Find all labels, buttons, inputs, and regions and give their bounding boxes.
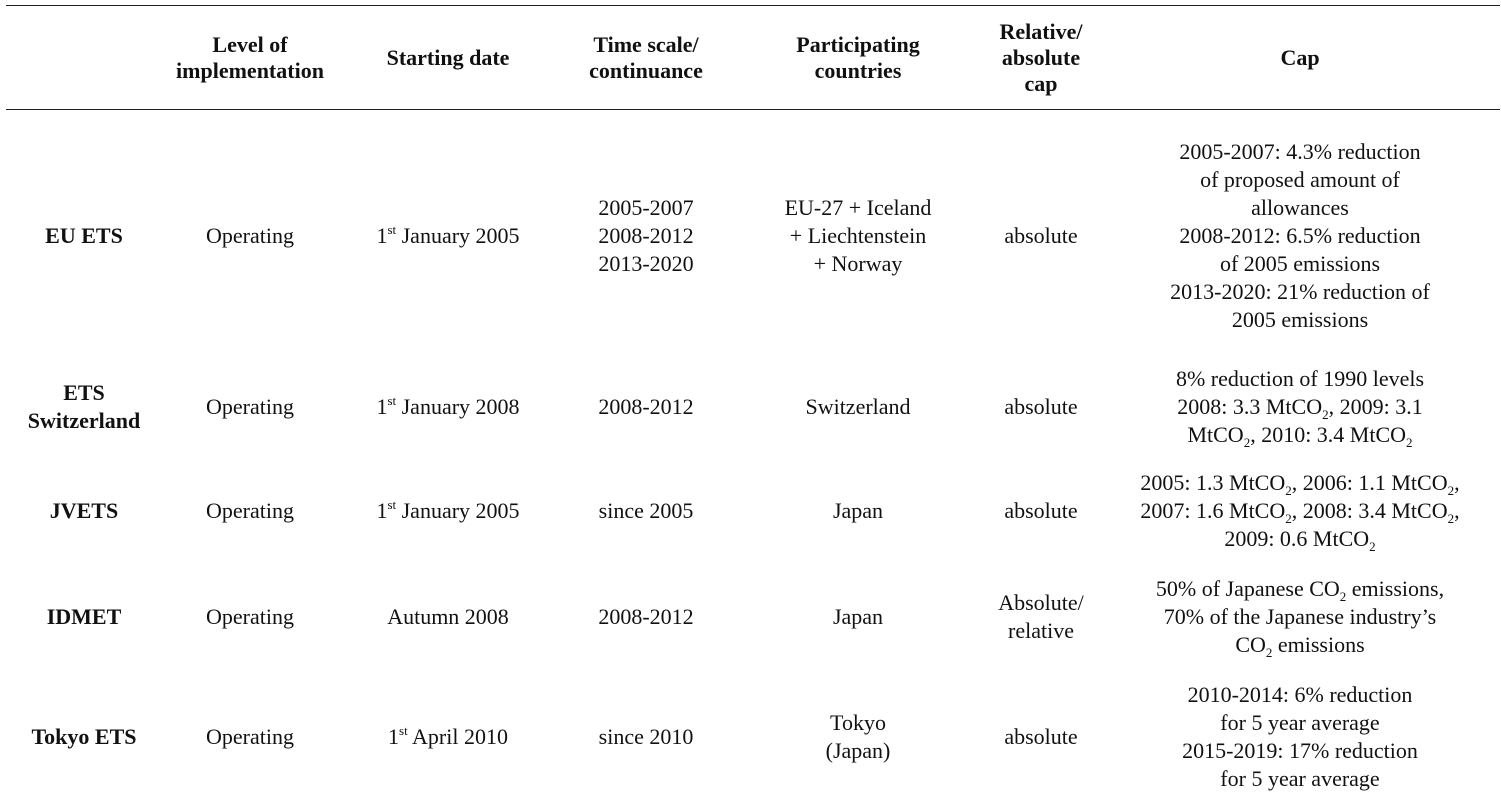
starting-date-cell (338, 352, 558, 462)
time-scale-cell (558, 110, 734, 353)
text-segment: 1 (376, 394, 387, 419)
table-row (6, 462, 1500, 560)
cell-line: Absolute/ (986, 589, 1096, 617)
cell-line: Operating (166, 603, 334, 631)
text-segment: 2 (1448, 511, 1455, 526)
cell-line: Starting date (342, 45, 554, 71)
cell-line: 70% of the Japanese industry’s (1104, 603, 1496, 631)
text-segment: 2009: 0.6 MtCO (1224, 526, 1369, 551)
text-segment: January 2005 (396, 498, 519, 523)
cell-line: absolute (986, 45, 1096, 71)
cap-type-cell (982, 462, 1100, 560)
header-cell-starting-date (338, 6, 558, 110)
text-segment: 2 (1266, 645, 1273, 660)
text-segment: st (387, 222, 396, 237)
cell-line: Operating (166, 393, 334, 421)
time-scale-cell (558, 462, 734, 560)
cap-cell (1100, 110, 1500, 353)
cell-line (342, 222, 554, 250)
cell-line: since 2010 (562, 723, 730, 751)
scheme-name-cell (6, 560, 162, 674)
countries-cell (734, 560, 982, 674)
text-segment: 2 (1340, 589, 1347, 604)
cell-line (1104, 575, 1496, 603)
text-segment: , 2010: 3.4 MtCO (1250, 422, 1406, 447)
cell-line: absolute (986, 723, 1096, 751)
countries-cell (734, 462, 982, 560)
table (6, 5, 1500, 800)
level-cell (162, 110, 338, 353)
cell-line: 2005 emissions (1104, 306, 1496, 334)
cell-line: 2010-2014: 6% reduction (1104, 681, 1496, 709)
text-segment: CO (1235, 632, 1266, 657)
starting-date-cell (338, 462, 558, 560)
cell-line: Operating (166, 723, 334, 751)
cell-line (342, 393, 554, 421)
cell-line: 2015-2019: 17% reduction (1104, 737, 1496, 765)
text-segment: 2007: 1.6 MtCO (1140, 498, 1285, 523)
cell-line: Operating (166, 497, 334, 525)
cap-type-cell (982, 674, 1100, 800)
text-segment: 2 (1244, 435, 1251, 450)
table-row (6, 110, 1500, 353)
text-segment: 2 (1369, 539, 1376, 554)
header-cell-time-scale (558, 6, 734, 110)
cell-line: Japan (738, 603, 978, 631)
cell-line: Level of (166, 32, 334, 58)
text-segment: , 2006: 1.1 MtCO (1292, 470, 1448, 495)
cell-line (1104, 393, 1496, 421)
text-segment: 2 (1322, 407, 1329, 422)
scheme-name-cell (6, 674, 162, 800)
cell-line: IDMET (10, 603, 158, 631)
cell-line: 2005-2007: 4.3% reduction (1104, 138, 1496, 166)
cell-line: of proposed amount of (1104, 166, 1496, 194)
cell-line (342, 723, 554, 751)
cell-line: of 2005 emissions (1104, 250, 1496, 278)
table-row (6, 352, 1500, 462)
cell-line: absolute (986, 393, 1096, 421)
cell-line: 2013-2020: 21% reduction of (1104, 278, 1496, 306)
cell-line: for 5 year average (1104, 709, 1496, 737)
text-segment: 2 (1285, 511, 1292, 526)
time-scale-cell (558, 674, 734, 800)
cell-line: Japan (738, 497, 978, 525)
cell-line: since 2005 (562, 497, 730, 525)
scheme-name-cell (6, 110, 162, 353)
countries-cell (734, 352, 982, 462)
scheme-name-cell (6, 352, 162, 462)
cell-line (1104, 631, 1496, 659)
level-cell (162, 352, 338, 462)
text-segment: MtCO (1187, 422, 1243, 447)
cell-line: 2008-2012 (562, 222, 730, 250)
cell-line: EU ETS (10, 222, 158, 250)
cell-line: relative (986, 617, 1096, 645)
text-segment: 2005: 1.3 MtCO (1140, 470, 1285, 495)
text-segment: 2 (1448, 483, 1455, 498)
cell-line: ETS (10, 379, 158, 407)
cap-cell (1100, 462, 1500, 560)
cell-line: Operating (166, 222, 334, 250)
cell-line: Switzerland (738, 393, 978, 421)
cell-line (1104, 469, 1496, 497)
header-cell-countries (734, 6, 982, 110)
text-segment: 2008: 3.3 MtCO (1177, 394, 1322, 419)
cell-line: Participating (738, 32, 978, 58)
starting-date-cell (338, 110, 558, 353)
header-cell-scheme (6, 6, 162, 110)
text-segment: 1 (376, 223, 387, 248)
time-scale-cell (558, 352, 734, 462)
cell-line: absolute (986, 497, 1096, 525)
cell-line: cap (986, 71, 1096, 97)
text-segment: April 2010 (408, 724, 508, 749)
text-segment: st (387, 393, 396, 408)
level-cell (162, 462, 338, 560)
text-segment: , 2008: 3.4 MtCO (1292, 498, 1448, 523)
header-cell-cap (1100, 6, 1500, 110)
cell-line: 2013-2020 (562, 250, 730, 278)
text-segment: 2 (1406, 435, 1413, 450)
table-body (6, 110, 1500, 800)
starting-date-cell (338, 560, 558, 674)
cell-line: 2005-2007 (562, 194, 730, 222)
cell-line: EU-27 + Iceland (738, 194, 978, 222)
cell-line: (Japan) (738, 737, 978, 765)
cap-cell (1100, 674, 1500, 800)
cell-line: Switzerland (10, 407, 158, 435)
cell-line: absolute (986, 222, 1096, 250)
text-segment: , (1454, 498, 1460, 523)
cap-type-cell (982, 352, 1100, 462)
cell-line: 2008-2012: 6.5% reduction (1104, 222, 1496, 250)
cell-line (1104, 497, 1496, 525)
cap-type-cell (982, 560, 1100, 674)
header-cell-level (162, 6, 338, 110)
time-scale-cell (558, 560, 734, 674)
countries-cell (734, 110, 982, 353)
cell-line (1104, 421, 1496, 449)
cell-line: Autumn 2008 (342, 603, 554, 631)
cap-cell (1100, 352, 1500, 462)
cell-line: implementation (166, 58, 334, 84)
cell-line: Cap (1104, 45, 1496, 71)
cell-line: Tokyo (738, 709, 978, 737)
text-segment: January 2005 (396, 223, 519, 248)
cell-line: 2008-2012 (562, 393, 730, 421)
cell-line (1104, 525, 1496, 553)
cell-line (342, 497, 554, 525)
level-cell (162, 560, 338, 674)
text-segment: 50% of Japanese CO (1156, 576, 1340, 601)
cell-line: countries (738, 58, 978, 84)
table-row (6, 560, 1500, 674)
text-segment: , (1454, 470, 1460, 495)
ets-comparison-table (6, 5, 1500, 800)
level-cell (162, 674, 338, 800)
scheme-name-cell (6, 462, 162, 560)
text-segment: 1 (388, 724, 399, 749)
table-row (6, 674, 1500, 800)
cell-line: + Liechtenstein (738, 222, 978, 250)
cell-line: for 5 year average (1104, 765, 1496, 793)
cell-line: JVETS (10, 497, 158, 525)
cell-line: Tokyo ETS (10, 723, 158, 751)
cell-line: 2008-2012 (562, 603, 730, 631)
cell-line: 8% reduction of 1990 levels (1104, 365, 1496, 393)
text-segment: 1 (376, 498, 387, 523)
cell-line: allowances (1104, 194, 1496, 222)
cell-line: + Norway (738, 250, 978, 278)
text-segment: emissions (1272, 632, 1364, 657)
starting-date-cell (338, 674, 558, 800)
text-segment: , 2009: 3.1 (1329, 394, 1423, 419)
header-row (6, 6, 1500, 110)
cell-line: Relative/ (986, 19, 1096, 45)
text-segment: January 2008 (396, 394, 519, 419)
text-segment: st (387, 497, 396, 512)
cell-line: continuance (562, 58, 730, 84)
text-segment: emissions, (1346, 576, 1444, 601)
header-cell-cap-type (982, 6, 1100, 110)
cap-cell (1100, 560, 1500, 674)
text-segment: 2 (1285, 483, 1292, 498)
cell-line: Time scale/ (562, 32, 730, 58)
cap-type-cell (982, 110, 1100, 353)
table-header (6, 6, 1500, 110)
countries-cell (734, 674, 982, 800)
text-segment: st (399, 723, 408, 738)
